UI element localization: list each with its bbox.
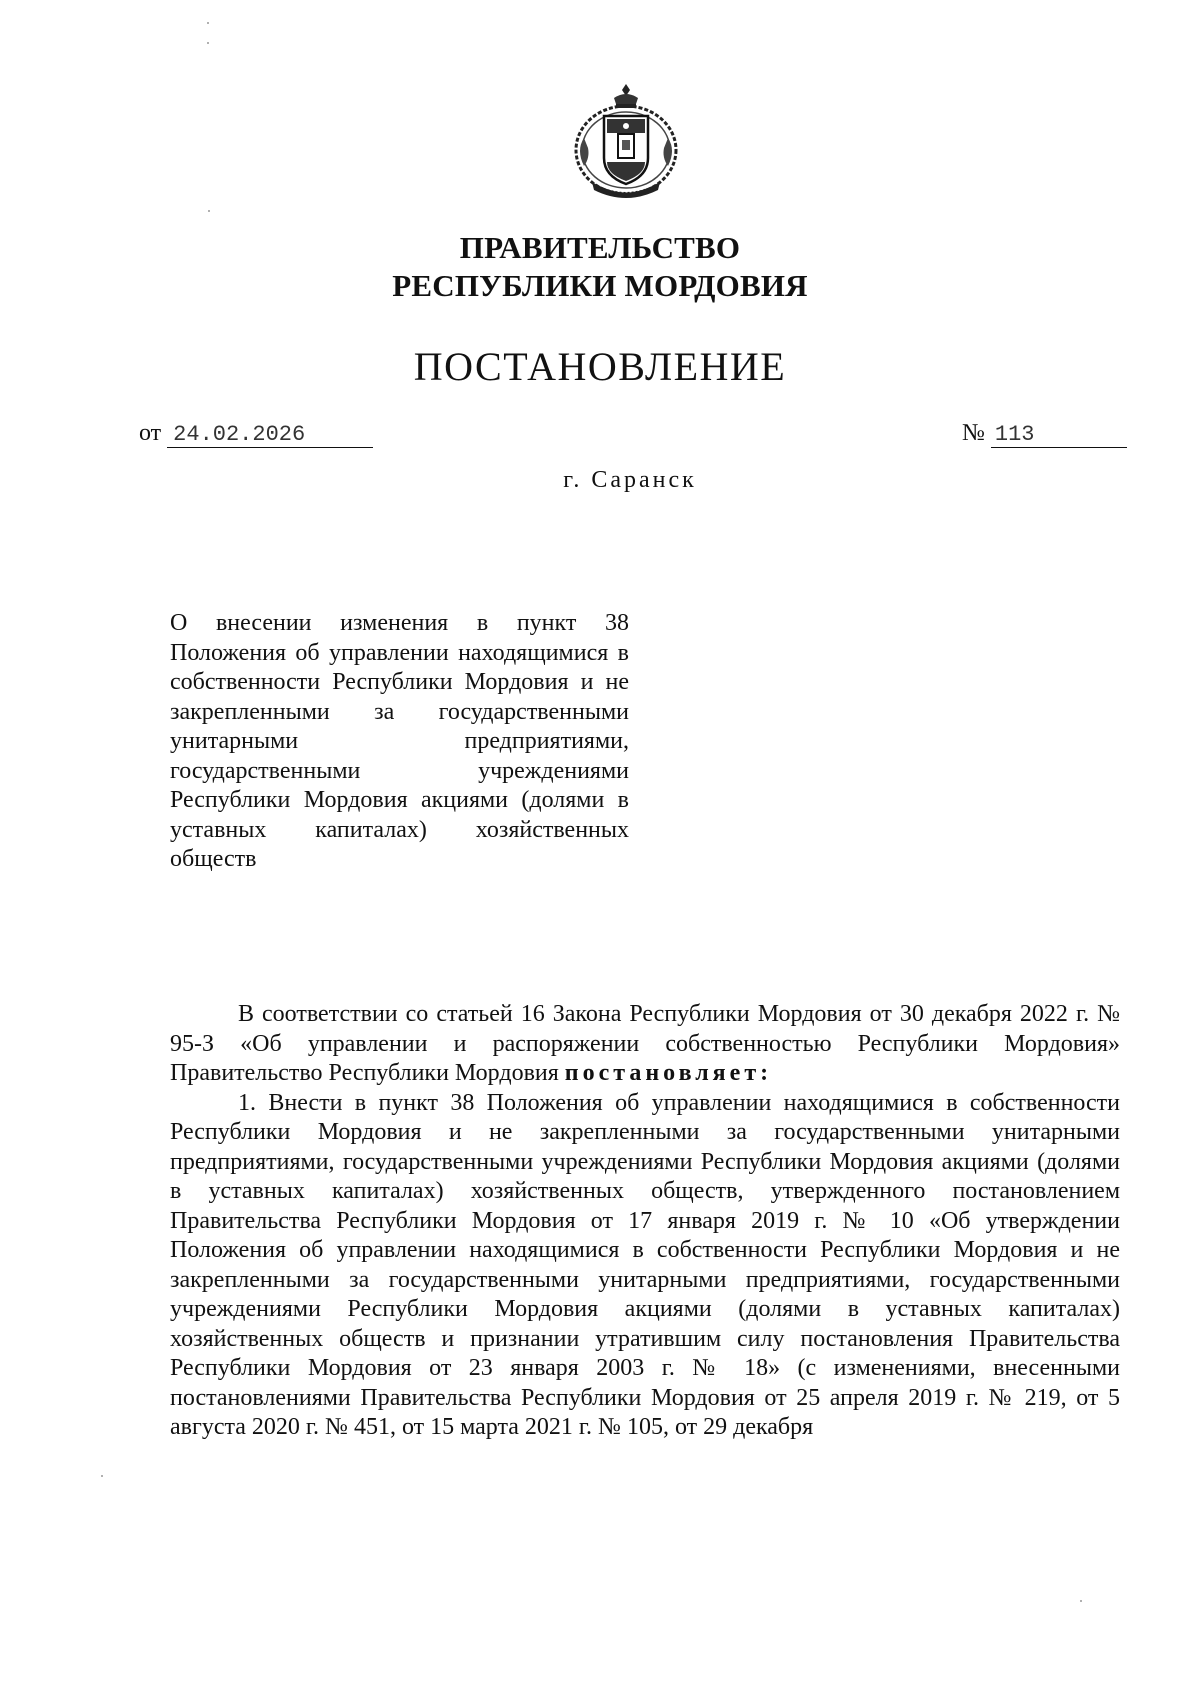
city-line: г. Саранск bbox=[563, 467, 697, 493]
mordovia-coat-of-arms-icon bbox=[566, 78, 686, 206]
government-name-line1: ПРАВИТЕЛЬСТВО bbox=[459, 230, 741, 265]
scan-speck bbox=[1080, 1600, 1082, 1602]
number-value: 113 bbox=[991, 423, 1127, 448]
date-field bbox=[139, 418, 373, 448]
item-1-paragraph: 1. Внести в пункт 38 Положения об управлении находящимися в собственности Республики Мордовия и не закрепленными за государственными унитарными предприятиями, государственными учреждениями Республики Мордовия акциями (долями в уставных капиталах) хозяйственных обществ, утвержденного постановлением Правительства Республики Мордовия от 17 января 2019 г. № 10 «Об утверждении Положения об управлении находящимися в собственности Республики Мордовия и не закрепленными за государственными унитарными предприятиями, государственными учреждениями Республики Мордовия акциями (долями в уставных капиталах) хозяйственных обществ и признании утратившим силу постановления Правительства Республики Мордовия от 23 января 2003 г. № 18» (с изменениями, внесенными постановлениями Правительства Республики Мордовия от 25 апреля 2019 г. № 219, от 5 августа 2020 г. № 451, от 15 марта 2021 г. № 105, от 29 декабря bbox=[170, 1089, 1120, 1440]
scan-speck bbox=[101, 1475, 103, 1477]
document-subject: О внесении изменения в пункт 38 Положения об управлении находящимися в собственности Республики Мордовия и не закрепленными за государственными унитарными предприятиями, государственными учреждениями Республики Мордовия акциями (долями в уставных капиталах) хозяйственных обществ bbox=[170, 610, 629, 872]
preamble-emphasis: постановляет: bbox=[564, 1060, 773, 1086]
document-body bbox=[170, 1000, 1120, 1443]
scan-speck bbox=[207, 42, 209, 44]
number-prefix: № bbox=[962, 420, 985, 446]
date-prefix: от bbox=[139, 420, 162, 446]
number-field bbox=[962, 418, 1127, 448]
scan-speck bbox=[208, 210, 210, 212]
scan-speck bbox=[207, 22, 209, 24]
preamble-text: В соответствии со статьей 16 Закона Республики Мордовия от 30 декабря 2022 г. № 95-З «Об управлении и распоряжении собственностью Республики Мордовия» Правительство Республики Мордовия bbox=[170, 1001, 1120, 1086]
preamble-paragraph bbox=[170, 1000, 1120, 1089]
document-type-title: ПОСТАНОВЛЕНИЕ bbox=[413, 344, 787, 389]
date-value: 24.02.2026 bbox=[167, 423, 373, 448]
government-name-line2: РЕСПУБЛИКИ МОРДОВИЯ bbox=[392, 268, 808, 303]
